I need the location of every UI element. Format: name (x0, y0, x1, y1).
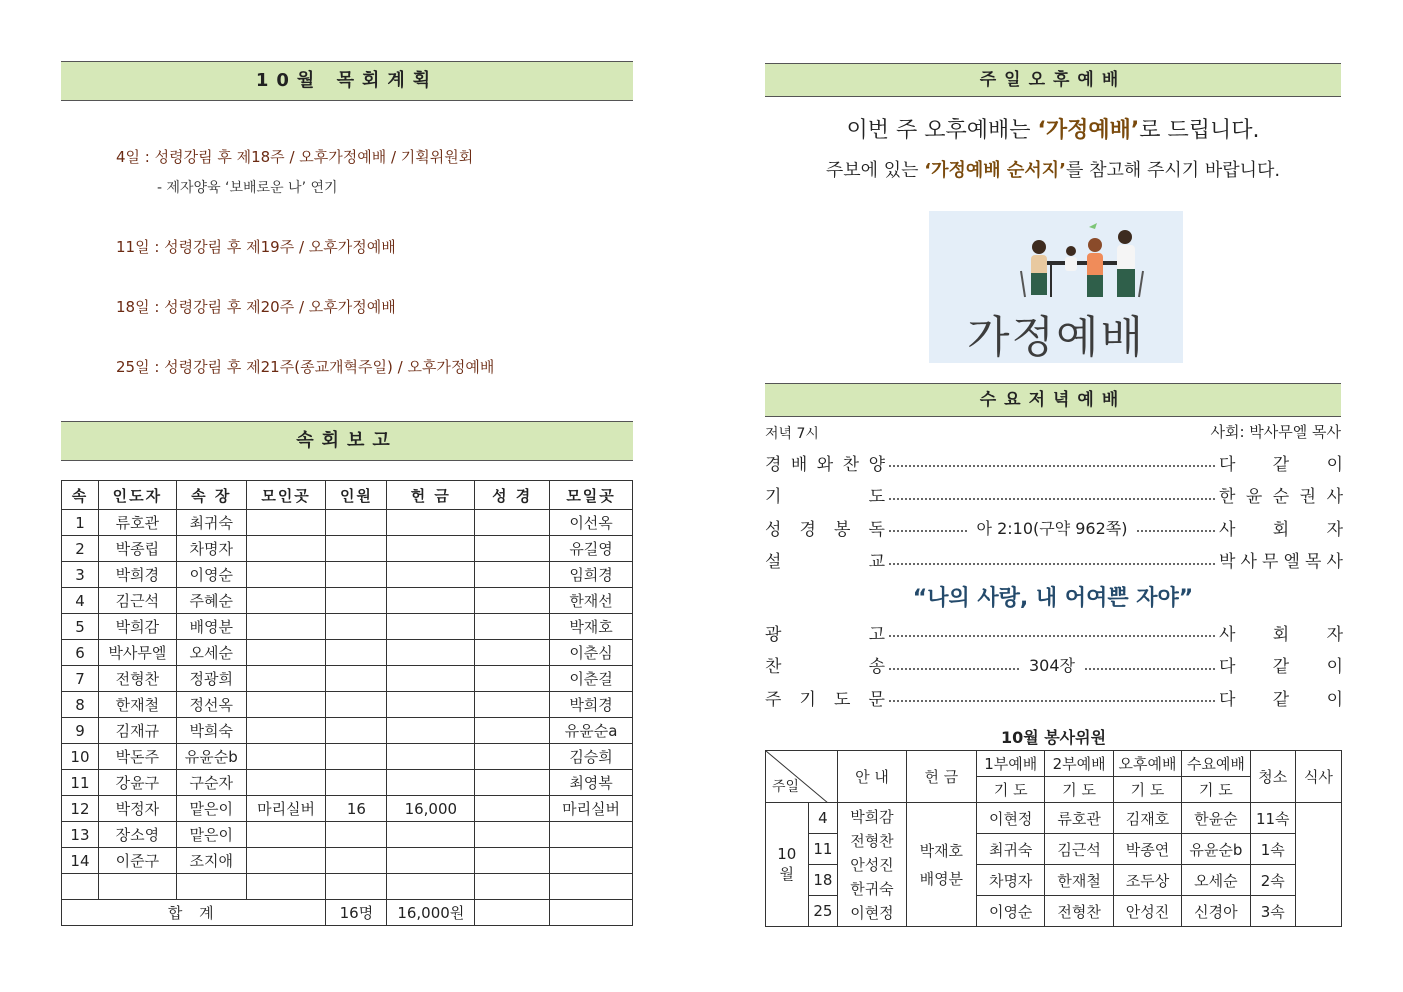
table-cell (387, 718, 475, 744)
meal-cell (1295, 803, 1341, 927)
prayer-cell: 김근석 (1045, 834, 1113, 865)
table-cell (246, 562, 326, 588)
table-cell: 한재선 (550, 588, 633, 614)
table-row (62, 614, 633, 640)
order-item-leader: 사 회 자 (1219, 519, 1344, 540)
table-cell (326, 510, 387, 536)
table-cell: 한재철 (98, 692, 176, 718)
prayer-cell: 류호관 (1045, 803, 1113, 834)
plan-item-1: 4일 : 성령강림 후 제18주 / 오후가정예배 / 기획위원회 (116, 148, 474, 166)
table-cell (326, 718, 387, 744)
prayer-cell: 한윤순 (1182, 803, 1250, 834)
col-header: 모일곳 (550, 481, 633, 510)
service-1-header: 1부예배 (977, 751, 1045, 777)
col-header: 헌 금 (387, 481, 475, 510)
prayer-header: 기 도 (977, 777, 1045, 803)
table-cell: 조지애 (176, 848, 246, 874)
table-cell: 주혜순 (176, 588, 246, 614)
table-cell: 맡은이 (176, 822, 246, 848)
table-row (62, 822, 633, 848)
service-2-header: 2부예배 (1045, 751, 1113, 777)
table-cell: 박재호 (550, 614, 633, 640)
table-row (62, 718, 633, 744)
afternoon-title: 주일오후예배 (765, 63, 1341, 97)
table-cell (246, 588, 326, 614)
table-row (62, 770, 633, 796)
table-cell: 김승희 (550, 744, 633, 770)
table-cell (326, 614, 387, 640)
clean-cell: 1속 (1250, 834, 1295, 865)
table-cell (387, 588, 475, 614)
col-header: 인원 (326, 481, 387, 510)
afternoon-line-2a: 주보에 있는 (825, 160, 925, 181)
service-3-header: 오후예배 (1113, 751, 1181, 777)
cell-report-title: 속회보고 (61, 421, 633, 461)
service-header-row (766, 751, 1342, 777)
table-cell: 8 (62, 692, 99, 718)
guide-cell (838, 803, 906, 927)
table-cell (475, 796, 550, 822)
table-cell: 전형찬 (98, 666, 176, 692)
table-cell: 임희경 (550, 562, 633, 588)
table-cell (246, 744, 326, 770)
guide-name: 이현정 (850, 903, 894, 922)
order-item-leader: 다 같 이 (1219, 454, 1343, 475)
table-cell: 박사무엘 (98, 640, 176, 666)
table-cell (326, 588, 387, 614)
wednesday-title: 수요저녁예배 (765, 383, 1341, 417)
table-cell (387, 848, 475, 874)
table-row (62, 640, 633, 666)
order-item-detail: 304장 (1029, 656, 1075, 675)
wednesday-host: 사회: 박사무엘 목사 (1210, 423, 1341, 441)
order-item-leader: 사 회 자 (1219, 624, 1343, 645)
table-cell: 2 (62, 536, 99, 562)
worship-order-line (765, 619, 1343, 645)
table-cell (326, 822, 387, 848)
order-item-name: 주 기 도 문 (765, 689, 885, 710)
order-item-leader: 다 같 이 (1219, 657, 1343, 677)
table-cell: 이선옥 (550, 510, 633, 536)
order-item-name: 찬 송 (765, 657, 885, 677)
table-cell (246, 640, 326, 666)
col-header: 성 경 (475, 481, 550, 510)
table-cell: 장소영 (98, 822, 176, 848)
leader-dots (889, 700, 1215, 702)
table-cell (387, 510, 475, 536)
table-cell: 김근석 (98, 588, 176, 614)
table-cell (387, 666, 475, 692)
week-header: 주일 (772, 779, 800, 795)
table-cell (475, 614, 550, 640)
table-cell: 류호관 (98, 510, 176, 536)
afternoon-line-2b: 를 참고해 주시기 바랍니다. (1065, 160, 1281, 181)
cell-report-header-row (62, 481, 633, 510)
col-header: 속 (62, 481, 99, 510)
plan-section (61, 61, 633, 391)
table-cell: 14 (62, 848, 99, 874)
table-cell (246, 692, 326, 718)
leader-dots (889, 498, 1215, 500)
plan-item-3: 18일 : 성령강림 후 제20주 / 오후가정예배 (116, 298, 396, 316)
wednesday-time: 저녁 7시 (765, 426, 819, 442)
meal-header: 식사 (1295, 751, 1341, 803)
table-cell: 5 (62, 614, 99, 640)
prayer-cell: 최귀숙 (977, 834, 1045, 865)
table-cell: 11 (62, 770, 99, 796)
table-cell (475, 848, 550, 874)
service-4-header: 수요예배 (1182, 751, 1250, 777)
order-item-name: 성 경 봉 독 (765, 519, 885, 540)
family-worship-illustration (929, 211, 1183, 363)
prayer-cell: 전형찬 (1045, 896, 1113, 927)
prayer-cell: 신경아 (1182, 896, 1250, 927)
guide-name: 박희감 (850, 807, 894, 826)
wednesday-section (765, 383, 1344, 713)
service-table (765, 750, 1342, 927)
table-cell (326, 848, 387, 874)
table-cell: 16 (326, 796, 387, 822)
table-cell: 1 (62, 510, 99, 536)
table-cell (387, 874, 475, 900)
order-item-leader: 한 윤 순 권 사 (1219, 487, 1343, 507)
offering-header: 헌 금 (906, 751, 976, 803)
table-cell (246, 614, 326, 640)
table-cell (326, 744, 387, 770)
afternoon-line-2 (765, 156, 1341, 182)
clean-cell: 2속 (1250, 865, 1295, 896)
prayer-cell: 이영순 (977, 896, 1045, 927)
afternoon-line-1b: 로 드립니다. (1139, 118, 1260, 143)
table-cell (326, 666, 387, 692)
table-cell (387, 744, 475, 770)
leader-dots (889, 635, 1215, 637)
table-cell (475, 744, 550, 770)
week-cell: 25 (808, 896, 838, 927)
table-row (62, 536, 633, 562)
prayer-header: 기 도 (1113, 777, 1181, 803)
total-people: 16명 (326, 900, 387, 926)
table-cell: 9 (62, 718, 99, 744)
table-cell: 7 (62, 666, 99, 692)
table-cell: 배영분 (176, 614, 246, 640)
worship-order-bottom (765, 619, 1343, 719)
table-cell: 박희감 (98, 614, 176, 640)
table-cell (326, 770, 387, 796)
table-cell (246, 874, 326, 900)
table-cell: 구순자 (176, 770, 246, 796)
table-cell (326, 874, 387, 900)
table-row (62, 510, 633, 536)
guide-name: 한귀숙 (850, 879, 894, 898)
table-cell: 유윤순b (176, 744, 246, 770)
table-cell (326, 536, 387, 562)
table-row (62, 562, 633, 588)
table-cell: 6 (62, 640, 99, 666)
table-cell: 13 (62, 822, 99, 848)
table-row (62, 796, 633, 822)
table-cell (475, 536, 550, 562)
prayer-cell: 안성진 (1113, 896, 1181, 927)
order-item-name: 설 교 (765, 552, 885, 572)
table-cell: 최귀숙 (176, 510, 246, 536)
table-row (62, 744, 633, 770)
table-cell: 정선옥 (176, 692, 246, 718)
service-title: 10월 봉사위원 (1000, 728, 1107, 747)
table-cell: 박희경 (550, 692, 633, 718)
table-cell: 박희경 (98, 562, 176, 588)
table-row (62, 848, 633, 874)
prayer-cell: 조두상 (1113, 865, 1181, 896)
clean-cell: 3속 (1250, 896, 1295, 927)
table-cell (387, 614, 475, 640)
worship-order-top (765, 449, 1343, 579)
plan-item-1-sub: - 제자양육 ‘보배로운 나’ 연기 (157, 180, 338, 196)
prayer-cell: 이현정 (977, 803, 1045, 834)
table-cell (475, 588, 550, 614)
guide-header: 안 내 (838, 751, 906, 803)
leader-dots (889, 465, 1215, 467)
clean-header: 청소 (1250, 751, 1295, 803)
col-header: 인도자 (98, 481, 176, 510)
table-cell (387, 562, 475, 588)
afternoon-line-2-highlight: ‘가정예배 순서지’ (924, 160, 1066, 181)
leader-dots (1085, 668, 1215, 670)
prayer-cell: 오세순 (1182, 865, 1250, 896)
table-cell: 이준구 (98, 848, 176, 874)
family-table-icon (929, 211, 1183, 303)
total-offering: 16,000원 (387, 900, 475, 926)
table-cell (246, 770, 326, 796)
worship-order-line (765, 514, 1343, 540)
table-cell (246, 848, 326, 874)
leader-dots (889, 530, 967, 532)
week-cell: 18 (808, 865, 838, 896)
table-row (62, 588, 633, 614)
table-cell: 박돈주 (98, 744, 176, 770)
table-cell: 차명자 (176, 536, 246, 562)
sermon-title: “나의 사랑, 내 어여쁜 자야” (912, 586, 1194, 611)
prayer-cell: 차명자 (977, 865, 1045, 896)
prayer-cell: 한재철 (1045, 865, 1113, 896)
cell-report-section (61, 421, 633, 926)
table-cell (550, 848, 633, 874)
plan-title: 10월 목회계획 (61, 61, 633, 101)
order-item-name: 광 고 (765, 624, 885, 645)
table-cell: 최영복 (550, 770, 633, 796)
table-cell (246, 536, 326, 562)
table-cell (387, 692, 475, 718)
week-cell: 4 (808, 803, 838, 834)
table-cell: 유윤순a (550, 718, 633, 744)
week-header-cell (766, 751, 838, 803)
table-cell: 유길영 (550, 536, 633, 562)
guide-name: 전형찬 (850, 831, 894, 850)
table-cell (475, 640, 550, 666)
table-row (62, 666, 633, 692)
table-cell (475, 510, 550, 536)
total-label: 합 계 (62, 900, 326, 926)
table-cell (62, 874, 99, 900)
table-cell: 이영순 (176, 562, 246, 588)
table-cell (475, 874, 550, 900)
table-cell: 박정자 (98, 796, 176, 822)
table-cell: 박종립 (98, 536, 176, 562)
table-cell: 마리실버 (246, 796, 326, 822)
table-cell (387, 640, 475, 666)
afternoon-line-1a: 이번 주 오후예배는 (846, 118, 1038, 143)
table-cell (326, 692, 387, 718)
table-cell: 4 (62, 588, 99, 614)
leader-dots (889, 668, 1019, 670)
prayer-cell: 김재호 (1113, 803, 1181, 834)
total-empty (475, 900, 550, 926)
leader-dots (889, 563, 1215, 565)
table-cell (475, 770, 550, 796)
offering-name: 배영분 (919, 869, 964, 888)
table-cell (387, 770, 475, 796)
guide-name: 안성진 (850, 855, 894, 874)
worship-order-line (765, 652, 1343, 678)
table-cell: 12 (62, 796, 99, 822)
order-item-name: 기 도 (765, 487, 885, 507)
table-cell: 10 (62, 744, 99, 770)
order-item-name: 경 배 와 찬 양 (765, 454, 885, 475)
table-cell (550, 822, 633, 848)
offering-cell (906, 803, 976, 927)
offering-name: 박재호 (919, 841, 964, 860)
prayer-cell: 유윤순b (1182, 834, 1250, 865)
leader-dots (1137, 530, 1215, 532)
table-cell (387, 536, 475, 562)
table-cell (475, 692, 550, 718)
table-cell (326, 562, 387, 588)
table-cell (246, 718, 326, 744)
afternoon-section (765, 63, 1341, 373)
table-cell (550, 874, 633, 900)
col-header: 모인곳 (246, 481, 326, 510)
table-cell: 이춘심 (550, 640, 633, 666)
table-cell: 이춘걸 (550, 666, 633, 692)
order-item-leader: 다 같 이 (1219, 689, 1343, 710)
table-cell (475, 822, 550, 848)
table-cell (475, 562, 550, 588)
clean-cell: 11속 (1250, 803, 1295, 834)
prayer-cell: 박종연 (1113, 834, 1181, 865)
table-cell (387, 822, 475, 848)
cell-report-table (61, 480, 633, 926)
illustration-caption: 가정예배 (966, 312, 1145, 363)
table-cell (246, 822, 326, 848)
table-cell: 박희숙 (176, 718, 246, 744)
prayer-header: 기 도 (1045, 777, 1113, 803)
plan-item-2: 11일 : 성령강림 후 제19주 / 오후가정예배 (116, 238, 396, 256)
table-row (62, 874, 633, 900)
table-cell: 3 (62, 562, 99, 588)
col-header: 속 장 (176, 481, 246, 510)
cell-report-total-row (62, 900, 633, 926)
table-cell: 16,000 (387, 796, 475, 822)
table-cell (246, 510, 326, 536)
table-cell: 김재규 (98, 718, 176, 744)
order-item-detail: 아 2:10(구약 962쪽) (976, 518, 1128, 538)
table-cell (246, 666, 326, 692)
table-cell: 정광희 (176, 666, 246, 692)
worship-order-line (765, 684, 1343, 710)
prayer-header: 기 도 (1182, 777, 1250, 803)
worship-order-line (765, 449, 1343, 475)
worship-order-line (765, 547, 1343, 573)
table-cell: 마리실버 (550, 796, 633, 822)
table-cell (475, 666, 550, 692)
service-row (766, 803, 1342, 834)
week-cell: 11 (808, 834, 838, 865)
table-cell (98, 874, 176, 900)
afternoon-line-1 (765, 113, 1341, 144)
table-cell: 강윤구 (98, 770, 176, 796)
plan-item-4: 25일 : 성령강림 후 제21주(종교개혁주일) / 오후가정예배 (116, 358, 495, 376)
service-section (765, 726, 1342, 927)
table-cell: 오세순 (176, 640, 246, 666)
afternoon-line-1-highlight: ‘가정예배’ (1037, 118, 1140, 143)
table-cell (326, 640, 387, 666)
order-item-leader: 박 사 무 엘 목 사 (1219, 552, 1343, 572)
worship-order-line (765, 482, 1343, 508)
total-empty (550, 900, 633, 926)
table-cell (176, 874, 246, 900)
table-cell (475, 718, 550, 744)
month-cell: 10월 (766, 803, 809, 927)
table-row (62, 692, 633, 718)
table-cell: 맡은이 (176, 796, 246, 822)
